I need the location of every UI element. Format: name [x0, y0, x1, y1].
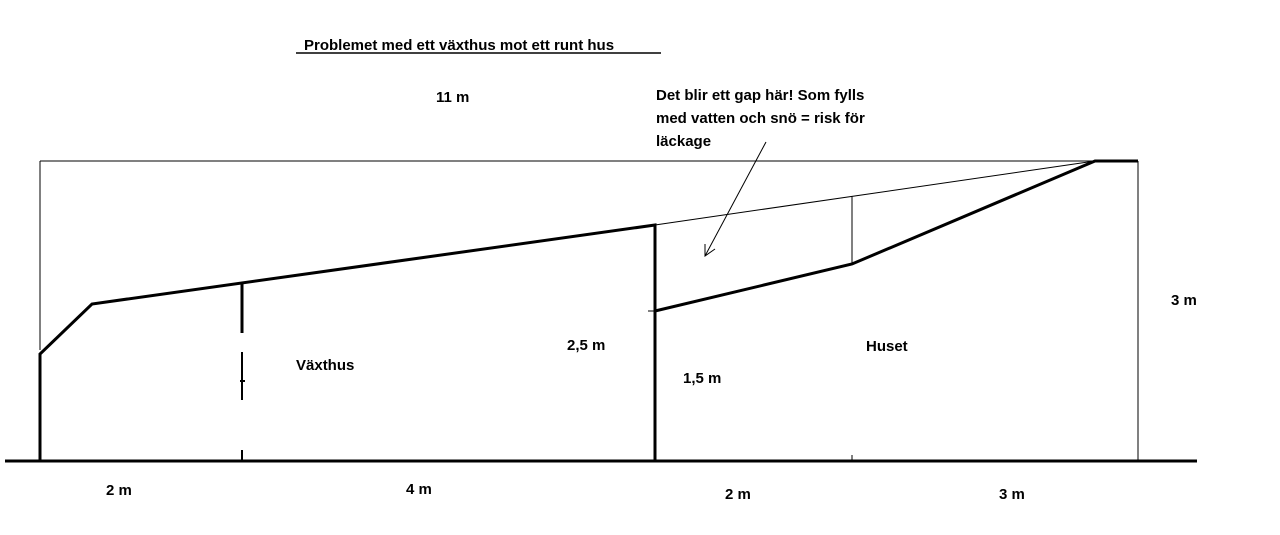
annotation-arrow-shaft: [705, 142, 766, 256]
segment-2-label: 4 m: [406, 481, 432, 498]
house-height-label: 3 m: [1171, 292, 1197, 309]
house-roof-outline: [655, 161, 1138, 311]
segment-4-label: 3 m: [999, 486, 1025, 503]
total-width-label: 11 m: [436, 89, 470, 106]
segment-3-label: 2 m: [725, 486, 751, 503]
annotation-line-2: med vatten och snö = risk för: [656, 110, 865, 127]
annotation-line-1: Det blir ett gap här! Som fylls: [656, 87, 865, 104]
greenhouse-wall-height-label: 2,5 m: [567, 337, 606, 354]
annotation-line-3: läckage: [656, 133, 712, 150]
roof-extension-line: [655, 161, 1095, 225]
segment-1-label: 2 m: [106, 482, 132, 499]
greenhouse-label: Växthus: [296, 357, 355, 374]
house-eave-height-label: 1,5 m: [683, 370, 722, 387]
house-label: Huset: [866, 338, 908, 355]
greenhouse-outline: [40, 225, 655, 461]
diagram-title: Problemet med ett växthus mot ett runt hus: [304, 37, 615, 54]
